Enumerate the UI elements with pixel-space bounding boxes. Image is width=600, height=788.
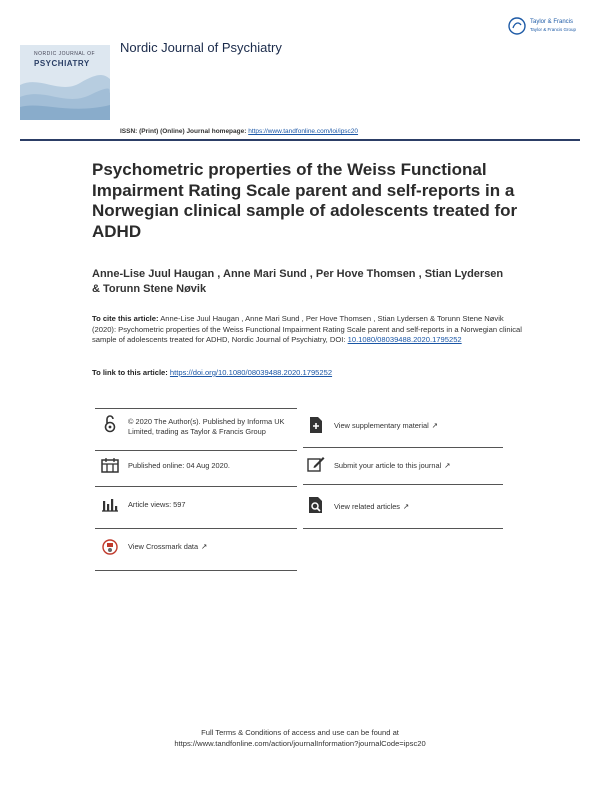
- crossmark-item[interactable]: [100, 538, 300, 556]
- box-rule: [95, 570, 297, 571]
- box-rule: [95, 408, 297, 409]
- cover-wave-art: [20, 45, 110, 120]
- box-rule: [95, 486, 297, 487]
- crossmark-icon: [100, 538, 120, 556]
- license-text: © 2020 The Author(s). Published by Informa UK Limited, trading as Taylor & Francis Group: [128, 417, 285, 436]
- box-rule: [303, 484, 503, 485]
- submit-link[interactable]: Submit your article to this journal: [334, 461, 442, 470]
- cover-label-main: PSYCHIATRY: [34, 59, 90, 68]
- calendar-icon: [100, 456, 120, 474]
- external-link-icon: ↗: [403, 502, 410, 511]
- bar-chart-icon: [100, 496, 120, 514]
- supplementary-link[interactable]: View supplementary material: [334, 421, 429, 430]
- article-link-line: [92, 368, 332, 377]
- license-item: [100, 415, 300, 436]
- article-authors: Anne-Lise Juul Haugan , Anne Mari Sund , Per Hove Thomsen , Stian Lydersen & Torunn Stene Nøvik: [92, 268, 504, 295]
- external-link-icon: ↗: [431, 421, 438, 430]
- cite-doi-link[interactable]: 10.1080/08039488.2020.1795252: [347, 335, 462, 344]
- journal-cover-thumbnail: [20, 45, 110, 120]
- journal-title[interactable]: Nordic Journal of Psychiatry: [120, 40, 282, 55]
- box-rule: [95, 528, 297, 529]
- document-search-icon: [306, 496, 326, 514]
- publisher-group: Taylor & Francis Group: [530, 27, 577, 32]
- open-access-icon: [100, 415, 120, 433]
- box-rule: [303, 528, 503, 529]
- views-item: [100, 496, 300, 514]
- publisher-logo-icon: [508, 17, 526, 35]
- external-link-icon: ↗: [201, 542, 208, 551]
- article-title: Psychometric properties of the Weiss Functional Impairment Rating Scale parent and self-reports in a Norwegian clinical sample of adolescents treated for ADHD: [92, 160, 518, 241]
- box-rule: [303, 447, 503, 448]
- document-plus-icon: [306, 416, 326, 434]
- related-item[interactable]: [306, 496, 506, 514]
- issn-label: ISSN: (Print) (Online) Journal homepage:: [120, 128, 249, 135]
- article-doi-link[interactable]: https://doi.org/10.1080/08039488.2020.1795252: [169, 368, 333, 377]
- box-rule: [95, 450, 297, 451]
- cover-label-top: NORDIC JOURNAL OF: [34, 51, 96, 57]
- edit-icon: [306, 455, 326, 473]
- link-label: To link to this article:: [92, 368, 170, 377]
- footer: [0, 727, 600, 749]
- cite-label: To cite this article:: [92, 314, 159, 323]
- cite-text: Anne-Lise Juul Haugan , Anne Mari Sund , Per Hove Thomsen , Stian Lydersen & Torunn Stene Nøvik (2020): Psychometric properties of the Weiss Functional Impairment Rating Scale parent and self-reports in a Norwegian clinical sample of adolescents treated for ADHD, Nordic Journal of Psychiatry, DOI:: [92, 314, 522, 344]
- journal-homepage-link[interactable]: https://www.tandfonline.com/loi/ipsc20: [248, 128, 359, 135]
- related-link[interactable]: View related articles: [334, 502, 400, 511]
- footer-terms: Full Terms & Conditions of access and use can be found at: [201, 728, 399, 737]
- header-divider: [20, 139, 580, 141]
- publisher-name: Taylor & Francis: [530, 19, 574, 25]
- footer-terms-link[interactable]: https://www.tandfonline.com/action/journalInformation?journalCode=ipsc20: [174, 739, 426, 748]
- supplementary-item[interactable]: [306, 416, 506, 434]
- external-link-icon: ↗: [444, 461, 451, 470]
- publisher-logo: [508, 16, 586, 38]
- published-text: Published online: 04 Aug 2020.: [128, 461, 230, 470]
- crossmark-link[interactable]: View Crossmark data: [128, 542, 199, 551]
- views-text: Article views: 597: [128, 500, 186, 509]
- published-item: [100, 456, 300, 474]
- submit-item[interactable]: [306, 455, 506, 473]
- citation-block: [92, 314, 522, 346]
- issn-line: [120, 128, 358, 135]
